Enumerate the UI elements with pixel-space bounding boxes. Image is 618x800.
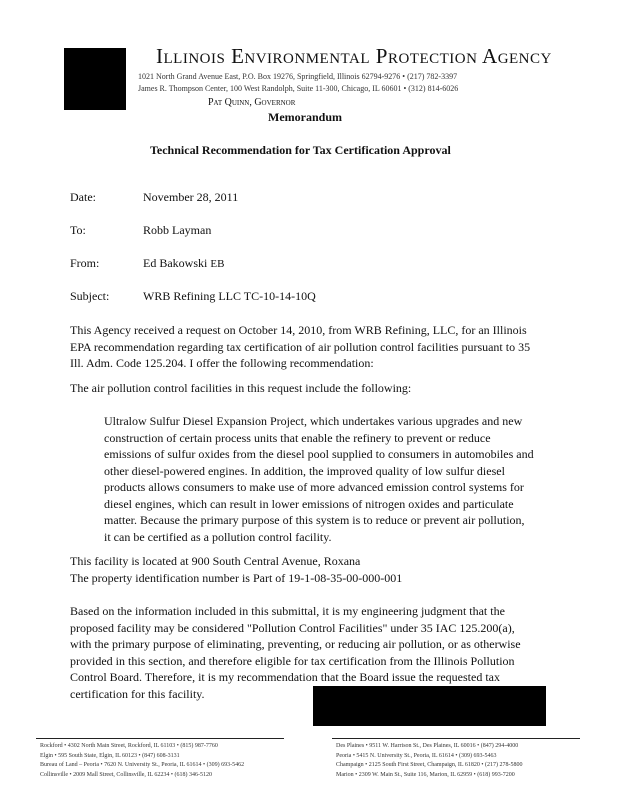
footer-line: Marion • 2309 W. Main St., Suite 116, Marion, IL 62959 • (618) 993-7200 bbox=[336, 771, 515, 778]
agency-name: Illinois Environmental Protection Agency bbox=[156, 44, 552, 68]
intro-paragraph bbox=[70, 322, 530, 372]
from-value-row bbox=[143, 256, 224, 271]
paragraph-line: construction of certain process units that enable the refinery to prevent or reduce bbox=[104, 430, 491, 445]
paragraph-line: Ultralow Sulfur Diesel Expansion Project, which undertakes various upgrades and new bbox=[104, 414, 523, 428]
paragraph-line: provided in this section, and therefore eligible for tax certification from the Illinois Pollution bbox=[70, 653, 515, 668]
to-label: To: bbox=[70, 223, 86, 237]
footer-line: Peoria • 5415 N. University St., Peoria, IL 61614 • (309) 693-5463 bbox=[336, 752, 497, 759]
property-id: The property identification number is Part of 19-1-08-35-00-000-001 bbox=[70, 570, 403, 585]
footer-line: Champaign • 2125 South First Street, Champaign, IL 61820 • (217) 278-5800 bbox=[336, 762, 523, 768]
footer-line: Elgin • 595 South State, Elgin, IL 60123 • (847) 608-3131 bbox=[40, 752, 180, 759]
to-value: Robb Layman bbox=[143, 223, 212, 237]
paragraph-line: with the primary purpose of eliminating, preventing, or reducing air pollution, or as otherwise bbox=[70, 637, 521, 651]
paragraph-line: This Agency received a request on October 14, 2010, from WRB Refining, LLC, for an Illinois bbox=[70, 323, 527, 337]
footer-offices-left bbox=[40, 742, 244, 780]
paragraph-line: Control Board. Therefore, it is my recommendation that the Board issue the requested tax bbox=[70, 670, 500, 684]
paragraph-line: EPA recommendation regarding tax certification of air pollution control facilities pursuant to 35 bbox=[70, 339, 531, 354]
paragraph-line: matter. Because the primary purpose of this system is to reduce or prevent air pollution, bbox=[104, 513, 525, 527]
facilities-intro: The air pollution control facilities in this request include the following: bbox=[70, 381, 412, 395]
agency-address-springfield: 1021 North Grand Avenue East, P.O. Box 19276, Springfield, Illinois 62794-9276 • (217) 782-3397 bbox=[138, 72, 458, 81]
paragraph-line: it can be certified as a pollution control facility. bbox=[104, 529, 332, 544]
signature-initials: EB bbox=[210, 258, 225, 270]
footer-divider-right bbox=[332, 738, 580, 739]
date-label: Date: bbox=[70, 190, 96, 204]
paragraph-line: diesel engines, which can result in lower emissions of nitrogen oxides and particulate bbox=[104, 496, 514, 511]
paragraph-line: proposed facility may be considered "Pollution Control Facilities" under 35 IAC 125.200(a), bbox=[70, 620, 515, 635]
paragraph-line: products allows consumers to make use of more advanced emission control systems for bbox=[104, 480, 524, 494]
subject-value: WRB Refining LLC TC-10-14-10Q bbox=[143, 289, 316, 303]
redaction-block bbox=[313, 686, 546, 726]
footer-line: Rockford • 4302 North Main Street, Rockford, IL 61103 • (815) 987-7760 bbox=[40, 743, 218, 749]
agency-address-chicago: James R. Thompson Center, 100 West Randolph, Suite 11-300, Chicago, IL 60601 • (312) 814-6026 bbox=[138, 84, 459, 93]
agency-logo-redacted bbox=[64, 48, 126, 110]
footer-line: Des Plaines • 9511 W. Harrison St., Des Plaines, IL 60016 • (847) 294-4000 bbox=[336, 743, 519, 749]
memorandum-label: Memorandum bbox=[268, 110, 342, 124]
from-label: From: bbox=[70, 256, 100, 270]
footer-divider-left bbox=[36, 738, 284, 739]
paragraph-line: certification for this facility. bbox=[70, 686, 205, 701]
subject-label: Subject: bbox=[70, 289, 110, 303]
paragraph-line: other diesel-powered engines. In addition, the improved quality of low sulfur diesel bbox=[104, 463, 505, 478]
paragraph-line: Based on the information included in this submittal, it is my engineering judgment that the bbox=[70, 604, 505, 618]
footer-offices-right bbox=[336, 742, 522, 780]
governor-line: Pat Quinn, Governor bbox=[208, 97, 296, 108]
facility-location bbox=[70, 553, 402, 586]
document-title: Technical Recommendation for Tax Certification Approval bbox=[150, 143, 451, 157]
footer-line: Bureau of Land – Peoria • 7620 N. University St., Peoria, IL 61614 • (309) 693-5462 bbox=[40, 762, 245, 768]
paragraph-line: emissions of sulfur oxides from the diesel pool supplied to consumers in automobiles and bbox=[104, 447, 534, 461]
from-value: Ed Bakowski bbox=[143, 256, 208, 270]
date-value: November 28, 2011 bbox=[143, 190, 239, 204]
paragraph-line: Ill. Adm. Code 125.204. I offer the following recommendation: bbox=[70, 356, 374, 370]
footer-line: Collinsville • 2009 Mall Street, Collinsville, IL 62234 • (618) 346-5120 bbox=[40, 771, 212, 778]
location-address: This facility is located at 900 South Central Avenue, Roxana bbox=[70, 554, 361, 568]
facility-description bbox=[104, 413, 534, 545]
